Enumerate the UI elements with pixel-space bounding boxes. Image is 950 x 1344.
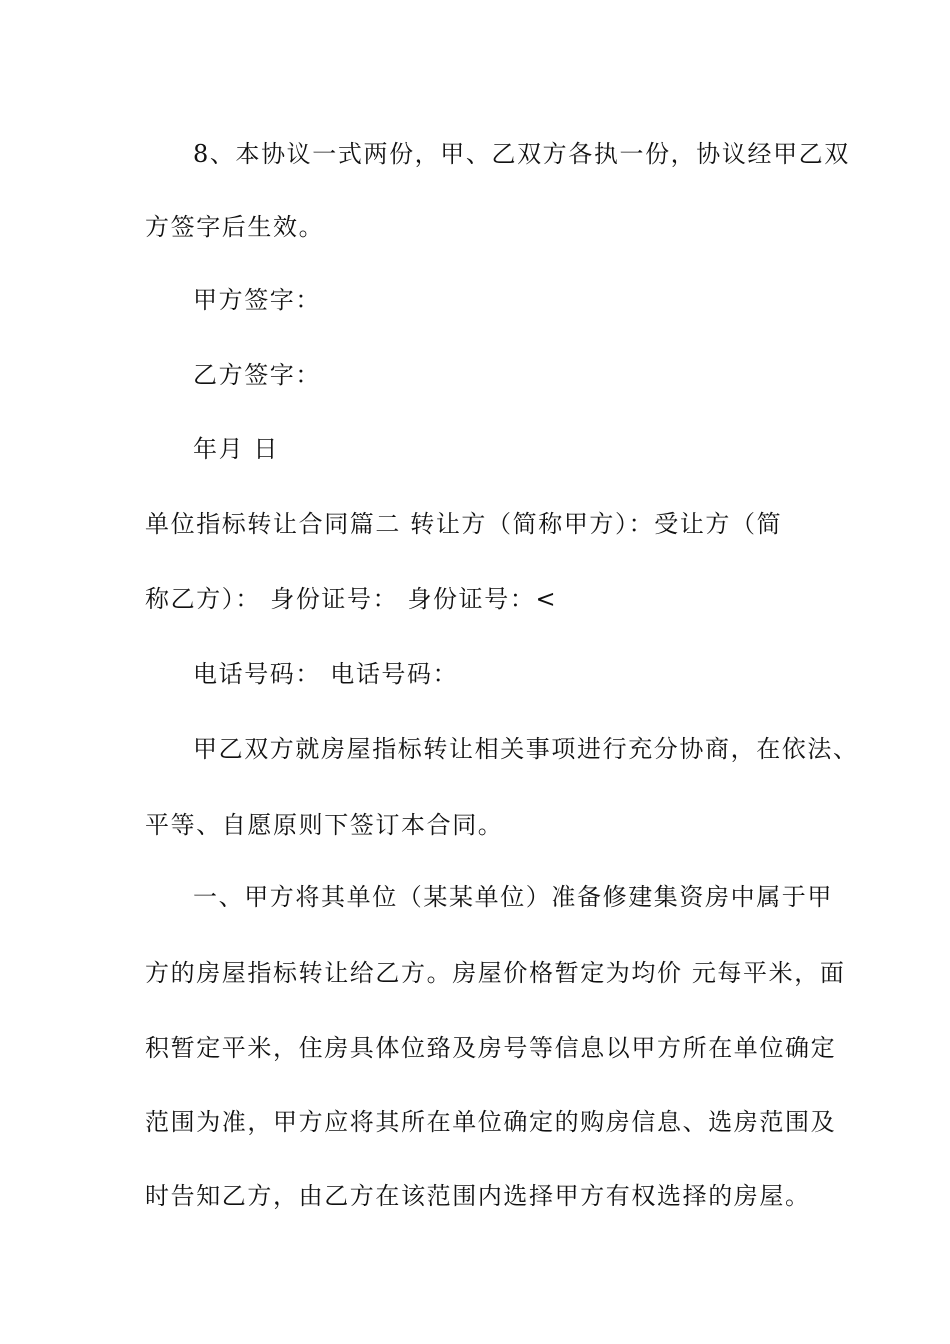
contract-heading-line: 单位指标转让合同篇二 转让方（简称甲方）：受让方（简 bbox=[145, 510, 783, 538]
phone-line: 电话号码： 电话号码： bbox=[193, 660, 459, 688]
paragraph-line-1: 8、本协议一式两份，甲、乙双方各执一份，协议经甲乙双 bbox=[193, 140, 850, 168]
paragraph-line-13: 积暂定平米，住房具体位臵及房号等信息以甲方所在单位确定 bbox=[145, 1034, 837, 1062]
party-info-line: 称乙方）： 身份证号： 身份证号：< bbox=[145, 585, 558, 613]
paragraph-line-11: 一、甲方将其单位（某某单位）准备修建集资房中属于甲 bbox=[193, 883, 833, 911]
date-line: 年月 日 bbox=[193, 435, 280, 463]
party-b-signature-line: 乙方签字： bbox=[193, 361, 321, 389]
paragraph-line-10: 平等、自愿原则下签订本合同。 bbox=[145, 811, 504, 839]
paragraph-line-14: 范围为准，甲方应将其所在单位确定的购房信息、选房范围及 bbox=[145, 1108, 837, 1136]
paragraph-line-15: 时告知乙方，由乙方在该范围内选择甲方有权选择的房屋。 bbox=[145, 1182, 811, 1210]
paragraph-line-12: 方的房屋指标转让给乙方。房屋价格暂定为均价 元每平米，面 bbox=[145, 959, 846, 987]
party-a-signature-line: 甲方签字： bbox=[193, 286, 321, 314]
paragraph-line-9: 甲乙双方就房屋指标转让相关事项进行充分协商，在依法、 bbox=[193, 735, 859, 763]
paragraph-line-2: 方签字后生效。 bbox=[145, 213, 325, 241]
